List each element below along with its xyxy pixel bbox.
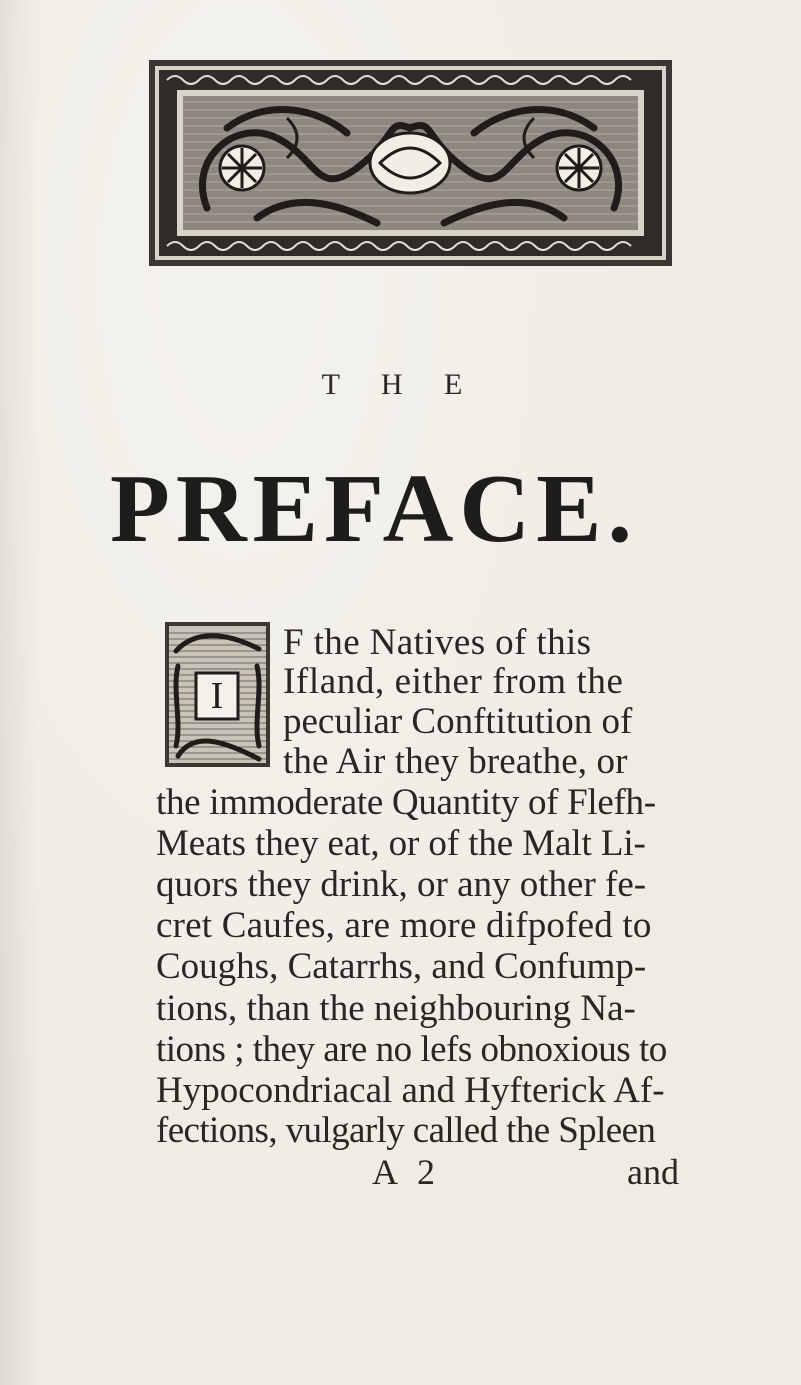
text-line: tions ; they are no lefs obnoxious to — [156, 1029, 667, 1070]
heading-preface: PREFACE. — [110, 455, 638, 563]
text-line: tions, than the neighbouring Na- — [156, 988, 636, 1029]
text-line: peculiar Conftitution of — [283, 701, 633, 742]
signature-mark: A 2 — [372, 1152, 442, 1192]
heading-the: T H E — [321, 368, 480, 401]
catchword: and — [627, 1152, 679, 1192]
text-line: F the Natives of this — [283, 622, 592, 663]
text-line: Hypocondriacal and Hyfterick Af- — [156, 1070, 665, 1111]
text-line: quors they drink, or any other fe- — [156, 864, 647, 905]
text-line: fections, vulgarly called the Spleen — [156, 1110, 656, 1151]
text-line: the immoderate Quantity of Flefh- — [156, 782, 656, 823]
text-line: Ifland, either from the — [283, 661, 624, 702]
drop-cap-letter: I — [210, 675, 224, 717]
text-line: Coughs, Catarrhs, and Confump- — [156, 946, 647, 987]
text-line: the Air they breathe, or — [283, 741, 628, 782]
text-line: Meats they eat, or of the Malt Li- — [156, 823, 646, 864]
text-line: cret Caufes, are more difpofed to — [156, 905, 652, 946]
